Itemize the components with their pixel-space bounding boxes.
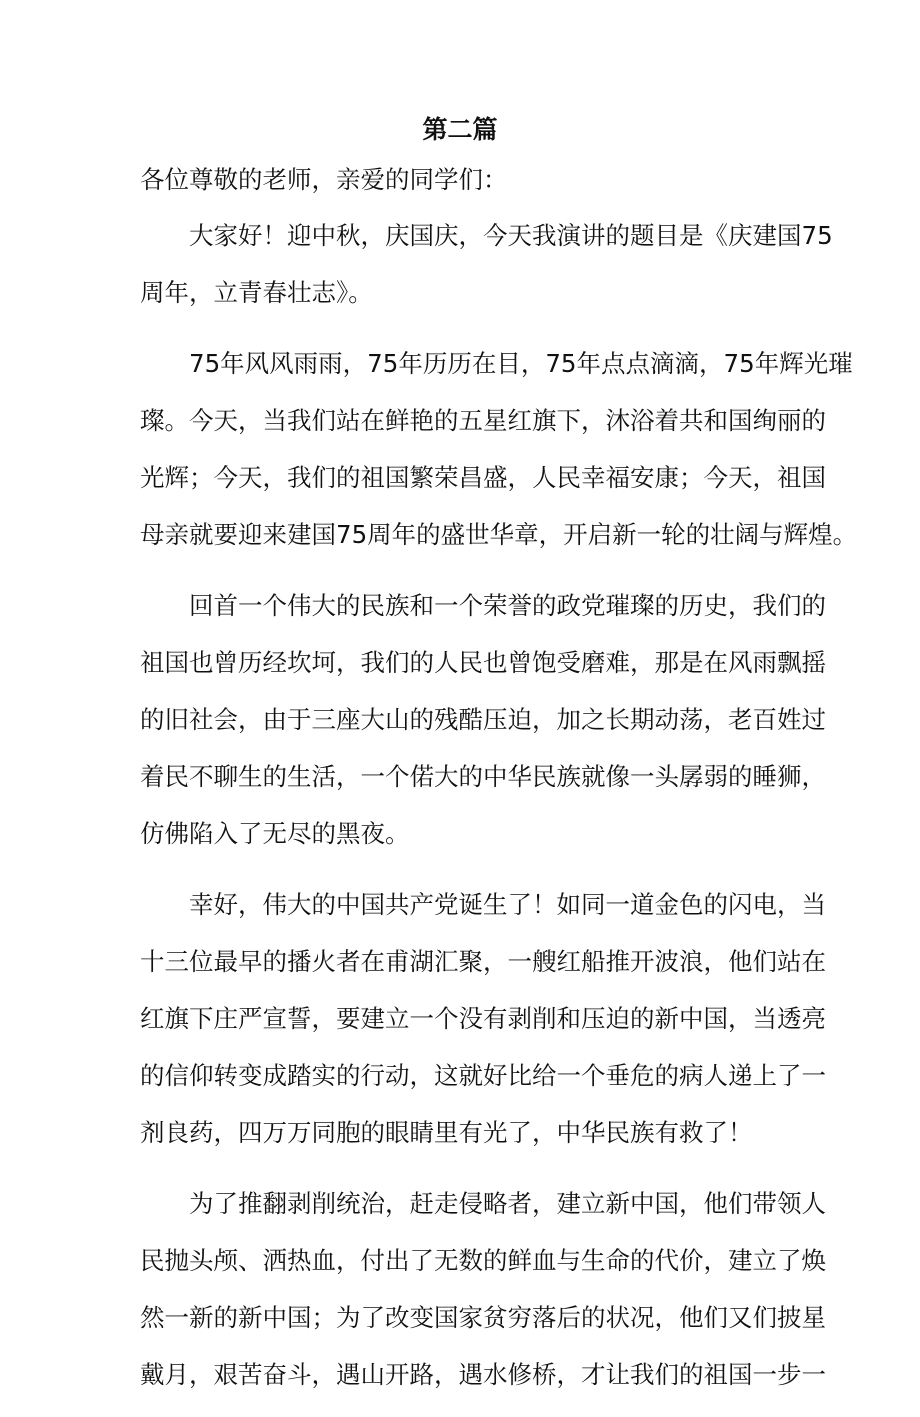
text-line: 母亲就要迎来建国75周年的盛世华章，开启新一轮的壮阔与辉煌。 [140,520,858,549]
text-line: 光辉；今天，我们的祖国繁荣昌盛，人民幸福安康；今天，祖国 [140,463,826,492]
text-line: 十三位最早的播火者在甫湖汇聚，一艘红船推开波浪，他们站在 [140,947,826,976]
paragraph-history [140,577,826,862]
text-line: 仿佛陷入了无尽的黑夜。 [140,819,410,848]
text-line: 璨。今天，当我们站在鲜艳的五星红旗下，沐浴着共和国绚丽的 [140,406,826,435]
paragraph-75-years [140,335,858,563]
text-line: 幸好，伟大的中国共产党诞生了！如同一道金色的闪电，当 [189,890,826,919]
text-line: 为了推翻剥削统治，赶走侵略者，建立新中国，他们带领人 [189,1189,826,1218]
paragraph-new-china [140,1175,826,1403]
text-line: 红旗下庄严宣誓，要建立一个没有剥削和压迫的新中国，当透亮 [140,1004,826,1033]
text-line: 祖国也曾历经坎坷，我们的人民也曾饱受磨难，那是在风雨飘摇 [140,648,826,677]
text-line: 周年，立青春壮志》。 [140,278,373,307]
text-line: 民抛头颅、洒热血，付出了无数的鲜血与生命的代价，建立了焕 [140,1246,826,1275]
paragraph-party-founding [140,876,826,1161]
text-line: 的信仰转变成踏实的行动，这就好比给一个垂危的病人递上了一 [140,1061,826,1090]
text-line: 然一新的新中国；为了改变国家贫穷落后的状况，他们又们披星 [140,1303,826,1332]
text-line: 回首一个伟大的民族和一个荣誉的政党璀璨的历史，我们的 [189,591,826,620]
text-line: 戴月，艰苦奋斗，遇山开路，遇水修桥，才让我们的祖国一步一 [140,1360,826,1389]
page-title: 第二篇 [422,115,498,144]
text-line: 大家好！迎中秋，庆国庆，今天我演讲的题目是《庆建国75 [189,221,833,250]
greeting-line: 各位尊敬的老师，亲爱的同学们： [140,165,508,194]
text-line: 的旧社会，由于三座大山的残酷压迫，加之长期动荡，老百姓过 [140,705,826,734]
text-line: 75年风风雨雨，75年历历在目，75年点点滴滴，75年辉光璀 [189,349,853,378]
document-body [140,155,858,1417]
text-line: 着民不聊生的生活，一个偌大的中华民族就像一头孱弱的睡狮， [140,762,826,791]
text-line: 剂良药，四万万同胞的眼睛里有光了，中华民族有救了！ [140,1118,753,1147]
paragraph-intro [140,207,833,321]
